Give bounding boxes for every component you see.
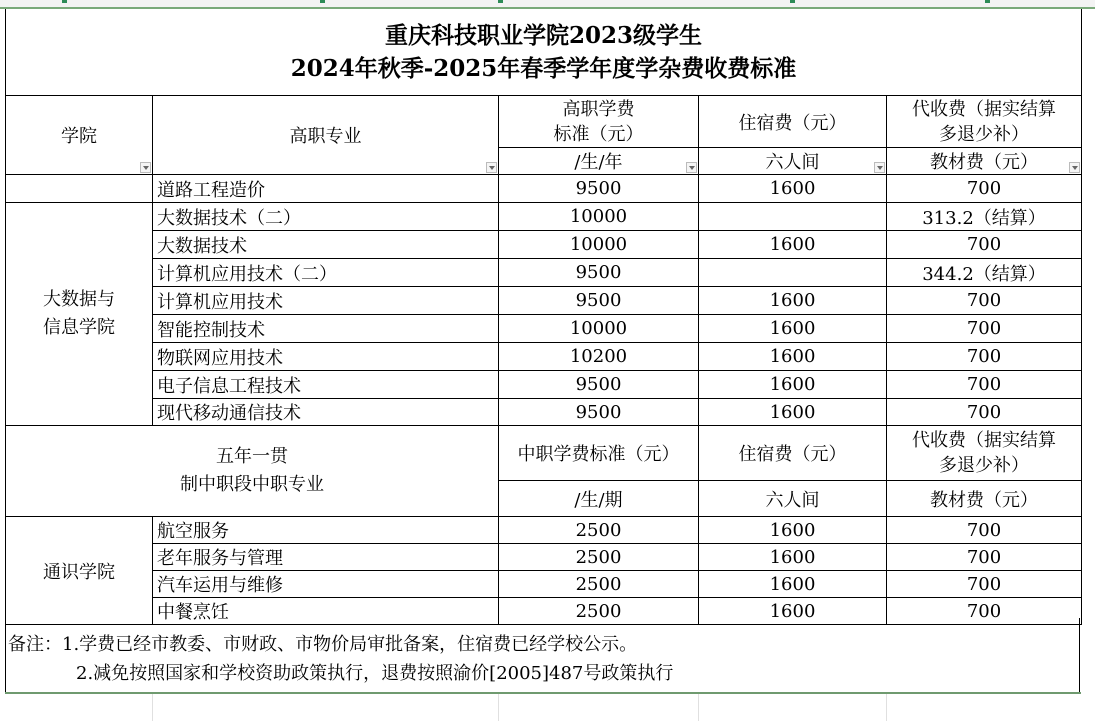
header-major: 高职专业 [289,126,362,147]
header2-tuition-unit: /生/期 [574,489,623,511]
major-cell[interactable]: 大数据技术 [153,231,499,259]
tuition-cell[interactable]: 10200 [499,343,699,371]
filter-dropdown-icon[interactable] [686,162,697,173]
dorm-cell[interactable] [699,259,887,287]
header-dorm-cell[interactable] [699,96,887,148]
books-cell[interactable]: 700 [887,544,1082,571]
books-cell[interactable]: 313.2（结算） [887,203,1082,231]
header-tuition-cell[interactable] [499,96,699,148]
header-dorm-sub-cell[interactable] [699,148,887,175]
tuition-cell[interactable]: 9500 [499,259,699,287]
header-college-cell[interactable] [6,96,153,175]
major-cell[interactable]: 中餐烹饪 [153,598,499,625]
tuition-cell[interactable]: 9500 [499,175,699,203]
books-cell[interactable]: 344.2（结算） [887,259,1082,287]
tuition-cell[interactable]: 2500 [499,598,699,625]
filter-dropdown-icon[interactable] [874,162,885,173]
major-cell[interactable]: 老年服务与管理 [153,544,499,571]
column-marker [62,0,67,3]
column-marker [790,0,795,3]
header-dorm-sub: 六人间 [765,152,820,173]
gridline [498,694,499,721]
fee-table [5,95,1082,625]
books-cell[interactable]: 700 [887,175,1082,203]
tuition-cell[interactable]: 2500 [499,517,699,544]
header-agency-sub-cell[interactable] [887,148,1082,175]
header2-dorm: 住宿费（元） [738,444,847,465]
table-row[interactable] [6,399,1082,426]
tuition-cell[interactable]: 9500 [499,371,699,399]
major-cell[interactable]: 电子信息工程技术 [153,371,499,399]
header2-program-line2: 制中职段中职专业 [180,474,324,495]
tuition-cell[interactable]: 2500 [499,544,699,571]
header2-program-cell[interactable] [6,426,499,517]
tuition-cell[interactable]: 10000 [499,203,699,231]
header-tuition-line2: 标准（元） [553,123,644,145]
major-cell[interactable]: 物联网应用技术 [153,343,499,371]
gridline [152,694,153,721]
college-bigdata-line2: 信息学院 [43,317,115,338]
header-agency-line2: 多退少补） [939,123,1029,145]
dorm-cell[interactable]: 1600 [699,517,887,544]
header2-agency-cell[interactable] [887,426,1082,481]
books-cell[interactable]: 700 [887,343,1082,371]
books-cell[interactable]: 700 [887,231,1082,259]
college-cell-bigdata[interactable] [6,203,153,426]
dorm-cell[interactable]: 1600 [699,399,887,426]
tuition-cell[interactable]: 10000 [499,315,699,343]
major-cell[interactable]: 汽车运用与维修 [153,571,499,598]
header2-agency-line1: 代收费（据实结算 [912,430,1056,451]
column-marker [985,0,990,3]
major-cell[interactable]: 道路工程造价 [153,175,499,203]
title-line-2: 2024年秋季-2025年春季学年度学杂费收费标准 [290,55,797,82]
header2-agency-sub-cell[interactable] [887,481,1082,517]
notes-block [5,618,1080,692]
tuition-cell[interactable]: 9500 [499,287,699,315]
books-cell[interactable]: 700 [887,517,1082,544]
major-cell[interactable]: 大数据技术（二） [153,203,499,231]
major-cell[interactable]: 计算机应用技术 [153,287,499,315]
table-row[interactable] [6,231,1082,259]
header2-tuition: 中职学费标准（元） [517,444,680,465]
dorm-cell[interactable]: 1600 [699,371,887,399]
dorm-cell[interactable]: 1600 [699,287,887,315]
table-row[interactable] [6,315,1082,343]
header-agency-line1: 代收费（据实结算 [912,98,1056,120]
column-marker [320,0,325,3]
books-cell[interactable]: 700 [887,287,1082,315]
filter-dropdown-icon[interactable] [1069,162,1080,173]
books-cell[interactable]: 700 [887,371,1082,399]
table-row[interactable] [6,287,1082,315]
college-general: 通识学院 [43,561,115,583]
title-line-1: 重庆科技职业学院2023级学生 [384,22,702,49]
tuition-cell[interactable]: 2500 [499,571,699,598]
header2-dorm-sub: 六人间 [765,489,820,511]
dorm-cell[interactable] [699,203,887,231]
header2-tuition-cell[interactable] [499,426,699,481]
table-row[interactable] [6,343,1082,371]
filter-dropdown-icon[interactable] [140,162,151,173]
gridline [886,694,887,721]
dorm-cell[interactable]: 1600 [699,231,887,259]
header-agency-cell[interactable] [887,96,1082,148]
header2-tuition-unit-cell[interactable] [499,481,699,517]
title-block [5,9,1082,95]
header2-agency-sub: 教材费（元） [930,489,1038,511]
table-row[interactable] [6,517,1082,544]
dorm-cell[interactable]: 1600 [699,175,887,203]
header-major-cell[interactable] [153,96,499,175]
note-line-2: 2.减免按照国家和学校资助政策执行，退费按照渝价[2005]487号政策执行 [76,663,674,684]
table-row[interactable] [6,203,1082,231]
books-cell[interactable]: 700 [887,598,1082,625]
books-cell[interactable]: 700 [887,315,1082,343]
table-row[interactable] [6,371,1082,399]
header-college: 学院 [61,126,97,147]
tuition-cell[interactable]: 9500 [499,399,699,426]
table-row[interactable] [6,175,1082,203]
header2-agency-line2: 多退少补） [939,455,1029,476]
major-cell[interactable]: 计算机应用技术（二） [153,259,499,287]
header-tuition-unit: /生/年 [574,152,623,173]
dorm-cell[interactable]: 1600 [699,343,887,371]
books-cell[interactable]: 700 [887,571,1082,598]
header2-dorm-sub-cell[interactable] [699,481,887,517]
header2-program-line1: 五年一贯 [216,446,288,467]
major-cell[interactable]: 现代移动通信技术 [153,399,499,426]
books-cell[interactable]: 700 [887,399,1082,426]
header-dorm: 住宿费（元） [738,112,847,134]
header2-dorm-cell[interactable] [699,426,887,481]
college-bigdata-line1: 大数据与 [43,289,115,310]
college-cell-general[interactable] [6,517,153,625]
college-cell[interactable] [6,175,153,203]
dorm-cell[interactable]: 1600 [699,571,887,598]
tuition-cell[interactable]: 10000 [499,231,699,259]
gridline [698,694,699,721]
freeze-line-bottom [5,692,1081,694]
dorm-cell[interactable]: 1600 [699,544,887,571]
dorm-cell[interactable]: 1600 [699,315,887,343]
filter-dropdown-icon[interactable] [486,162,497,173]
header-tuition-line1: 高职学费 [562,98,635,120]
column-marker [498,0,503,3]
table-row[interactable] [6,544,1082,571]
header-tuition-unit-cell[interactable] [499,148,699,175]
header-agency-sub: 教材费（元） [930,152,1038,173]
major-cell[interactable]: 智能控制技术 [153,315,499,343]
note-line-1: 备注：1.学费已经市教委、市财政、市物价局审批备案，住宿费已经学校公示。 [8,634,638,655]
table-row[interactable] [6,259,1082,287]
table-row[interactable] [6,571,1082,598]
dorm-cell[interactable]: 1600 [699,598,887,625]
major-cell[interactable]: 航空服务 [153,517,499,544]
